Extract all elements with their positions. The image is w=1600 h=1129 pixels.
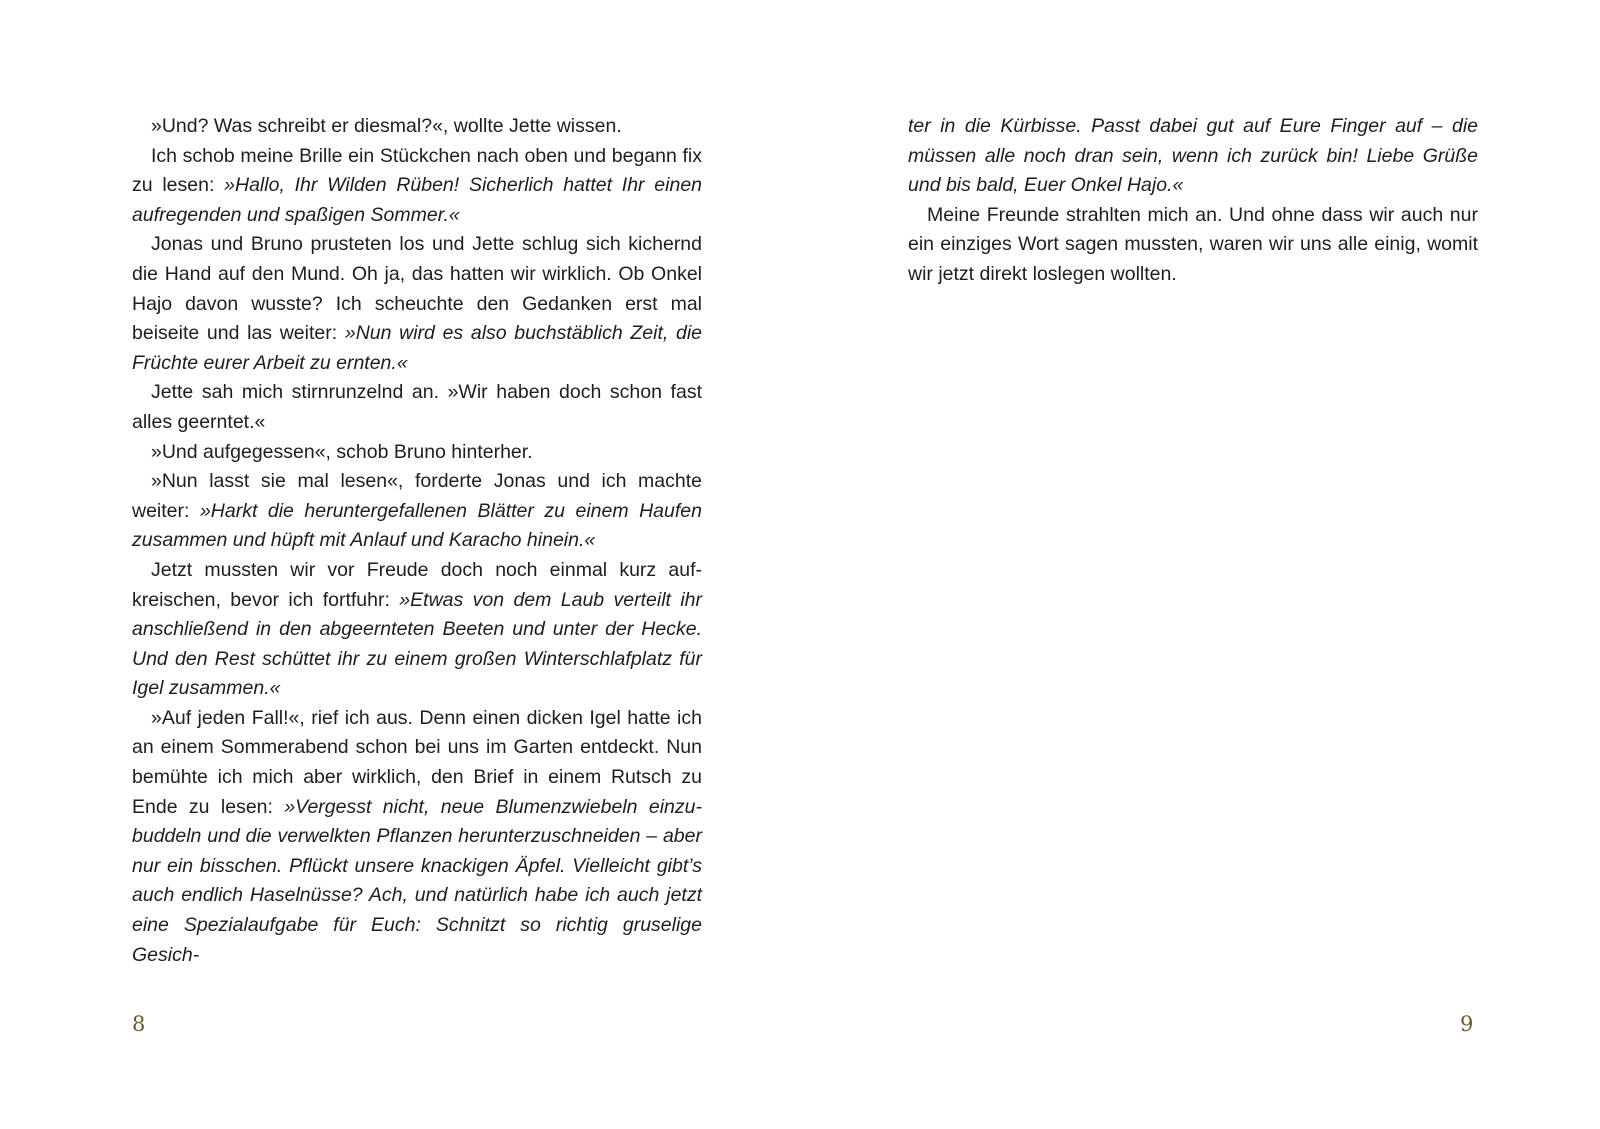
letter-quote: »Vergesst nicht, neue Blumenzwiebeln einzubuddeln und die verwelkten Pflanzen herunterzuschneiden – aber nur ein bisschen. Pflückt unsere knackigen Äpfel. Vielleicht gibt’s auch endlich Haselnüsse? Ach, und natürlich habe ich auch jetzt eine Spezialaufgabe für Euch: Schnitzt so richtig gruselige Gesich-: [132, 795, 702, 966]
paragraph-text: Jetzt mussten wir vor Freude doch noch einmal kurz aufkreischen, bevor ich fortfuhr:: [132, 558, 702, 611]
left-text-column: [132, 112, 702, 970]
paragraph: [132, 112, 702, 142]
page-number: 8: [132, 1012, 146, 1036]
paragraph-text: »Auf jeden Fall!«, rief ich aus. Denn einen dicken Igel hatte ich an einem Sommerabend schon bei uns im Garten entdeckt. Nun bemühte ich mich aber wirklich, den Brief in einem Rutsch zu Ende zu lesen:: [132, 706, 702, 818]
paragraph: [132, 230, 702, 378]
letter-quote: »Nun wird es also buchstäblich Zeit, die Früchte eurer Arbeit zu ernten.«: [132, 322, 703, 374]
right-page: [800, 0, 1600, 1129]
letter-quote: »Harkt die heruntergefallenen Blätter zu einem Haufen zusammen und hüpft mit Anlauf und Karacho hinein.«: [132, 499, 702, 552]
paragraph-text: »Und aufgegessen«, schob Bruno hinterher.: [151, 440, 533, 463]
paragraph-text: »Nun lasst sie mal lesen«, forderte Jonas und ich machte weiter:: [132, 470, 702, 522]
paragraph-text: Ich schob meine Brille ein Stückchen nach oben und begann fix zu lesen:: [132, 144, 702, 197]
paragraph: [132, 378, 702, 437]
paragraph: [132, 467, 702, 556]
right-text-column: [908, 112, 1478, 290]
paragraph: [132, 438, 702, 468]
letter-quote: »Etwas von dem Laub verteilt ihr anschließend in den abgeernteten Beeten und unter der Hecke. Und den Rest schüttet ihr zu einem großen Winterschlafplatz für Igel zusammen.«: [132, 588, 702, 700]
paragraph-text: Meine Freunde strahlten mich an. Und ohne dass wir auch nur ein einziges Wort sagen mussten, waren wir uns alle einig, womit wir jetzt direkt loslegen wollten.: [908, 203, 1478, 285]
paragraph: [132, 556, 702, 704]
paragraph: [908, 112, 1478, 201]
paragraph-text: Jette sah mich stirnrunzelnd an. »Wir haben doch schon fast alles geerntet.«: [132, 381, 702, 433]
page-number: 9: [1460, 1012, 1474, 1036]
paragraph: [908, 201, 1478, 290]
letter-quote: »Hallo, Ihr Wilden Rüben! Sicherlich hattet Ihr einen aufregenden und spaßigen Sommer.«: [132, 174, 703, 226]
letter-quote: ter in die Kürbisse. Passt dabei gut auf Eure Finger auf – die müssen alle noch dran sein, wenn ich zurück bin! Liebe Grüße und bis bald, Euer Onkel Hajo.«: [908, 115, 1478, 197]
paragraph-text: Jonas und Bruno prusteten los und Jette schlug sich kichernd die Hand auf den Mund. Oh ja, das hatten wir wirklich. Ob Onkel Hajo davon wusste? Ich scheuchte den Gedanken erst mal beiseite und las weiter:: [132, 233, 702, 345]
paragraph: [132, 704, 702, 970]
paragraph: [132, 142, 702, 231]
paragraph-text: »Und? Was schreibt er diesmal?«, wollte Jette wissen.: [151, 115, 622, 137]
